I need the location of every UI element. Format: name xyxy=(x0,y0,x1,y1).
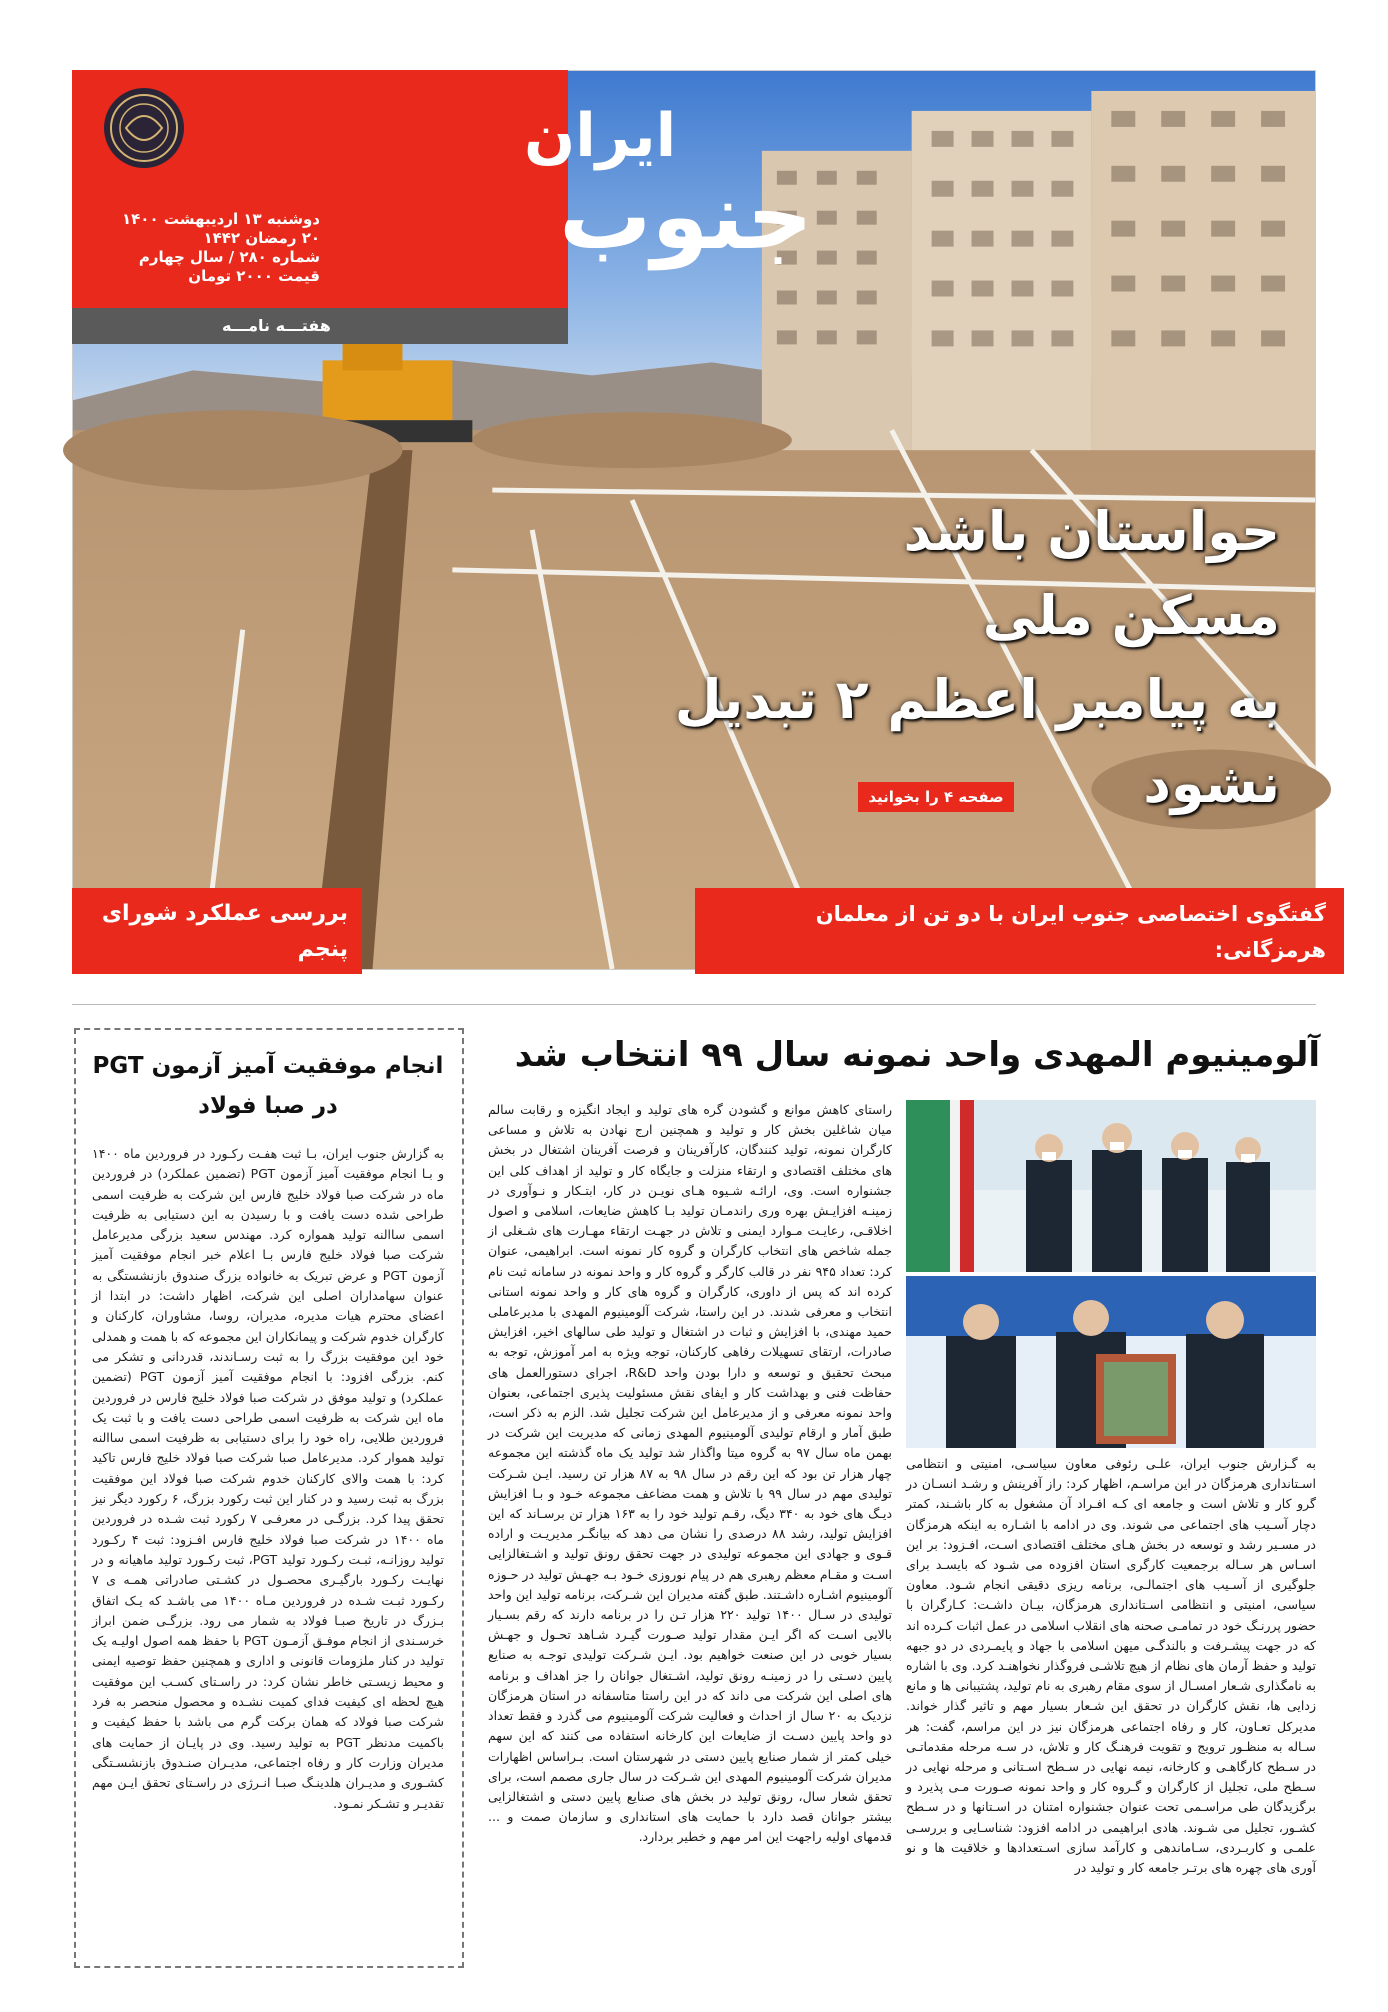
weekly-label: هفتـــه نامـــه xyxy=(222,316,331,335)
read-page-badge[interactable]: صفحه ۴ را بخوانید xyxy=(858,782,1014,812)
year-slogan-seal xyxy=(102,86,186,170)
council-review-teaser[interactable] xyxy=(72,888,362,997)
headline-line-2: مسکن ملی xyxy=(982,584,1280,647)
article-right-column: به گـزارش جنوب ایران، علـی رئوفی معاون سیاسـی، امنیتی و انتظامی اسـتانداری هرمزگان در این مراسـم، اظهار کرد: راز آفرینش و رشـد انسـان در گرو کار و تلاش است و جامعه ای کـه افـراد آن مشغول به کار باشـند، کمتر دچار آسـیب های اجتماعی می شوند. وی در ادامه با اشـاره به اینکه هرمزگان در مسـیر رشد و توسعه در بخش هـای مختلف اقتصادی اسـت، افـزود: بر این اسـاس هر سـاله برجمعیت کارگری استان افزوده می شـود که بایسـد برای جلوگیری از آسـیب های اجتمالـی، برنامه ریزی دقیقی انجام شـود. معاون سیاسی، امنیتی و انتظامی اسـتانداری هرمزگان، بیـان داشـت: کـارگران با حضور پررنـگ خود در تمامـی صحنه های انقلاب اسلامی در عمل اثبات کـرده اند که در جهت پیشـرفت و بالندگـی میهن اسلامی با جهاد و پایمـردی در دو جبهه تولید و حفظ آرمان های نظام از هیچ تلاشـی فروگذار نخواهنـد کرد. وی با اشاره به نامگذاری شـعار امسـال از سوی مقام رهبری به نام تولید، پشتیبانی ها و مانع زدایی ها، نقش کارگران در تحقق این شـعار بسیار مهم و تاثیر گذار خواند. مدیرکل تعـاون، کار و رفاه اجتماعی هرمزگان نیز در این مراسم، گفت: هر سـاله به منظـور ترویج و تقویت فرهنـگ کار و تلاش، در سـه مرحله مقدماتـی در سـطح کارگاهـی و کارخانه، نیمه نهایی در سـطح اسـتانی و مرحله نهایی در سـطح ملی، تجلیل از کارگران و گـروه کار و واحد نمونه صـورت مـی پذیرد و برگزیدگان طی مراسـمی تحت عنوان جشنواره امتنان در اسـتانها و در سـطح کشـور، تجلیل می شـوند. هادی ابراهیمی در ادامه افزود: شناسـایی و بررسـی علمـی و کاربـردی، سـاماندهی و کارآمد سازی اسـتعدادها و خلاقیت ها و نو آوری های چهره های برتـر جامعه کار و تولید در xyxy=(906,1456,1316,1876)
newspaper-logo xyxy=(354,78,813,298)
hero-headline[interactable] xyxy=(560,490,1280,826)
ceremony-photos xyxy=(906,1100,1316,1448)
pgt-article-title[interactable] xyxy=(92,1046,444,1126)
pgt-title-line-2: در صبا فولاد xyxy=(198,1093,338,1119)
issue-info xyxy=(80,210,320,286)
pgt-title-line-1: انجام موفقیت آمیز آزمون PGT xyxy=(92,1053,444,1079)
logo-word-jonoub: جنوب xyxy=(559,163,813,270)
ceremony-photo-top xyxy=(906,1100,1316,1272)
main-article-title[interactable]: آلومینیوم المهدی واحد نمونه سال ۹۹ انتخاب شد xyxy=(514,1035,1320,1075)
weekly-strip xyxy=(72,308,568,344)
teachers-teaser-line-1: گفتگوی اختصاصی جنوب ایران با دو تن از معلمان هرمزگانی: xyxy=(815,902,1326,962)
ceremony-photo-bottom xyxy=(906,1276,1316,1448)
teachers-interview-teaser[interactable] xyxy=(695,888,1344,997)
article-middle-column: راستای کاهش موانع و گشودن گره های تولید و ایجاد انگیزه و رقابت سالم میان شاغلین بخش کار و تولید و همچنین ارج نهادن به تلاش و مساعی کارگران نمونه، تولید کنندگان، کارآفرینان و فرصت آفرینان اشتغال در بخش های مختلف اقتصادی و ارتقاء منزلت و جایگاه کار و تولید از اهداف کلی این جشنواره است. وی، ارائـه شـیوه هـای نویـن در کار، ابتـکار و نـوآوری در زمینـه افزایـش بهره وری راندمـان تولید بـا کاهش ضایعات، اسلامی و اصول اخلاقـی، رعایـت مـوارد ایمنی و تلاش در جهـت ارتقاء مهـارت های شـغلی از جمله شاخص های انتخاب کارگران و گروه کار نمونه است. ابراهیمی، عنوان کرد: تعداد ۹۴۵ نفر در قالب کارگر و گروه کار و واحد نمونه در سامانه ثبت نام کرده اند که پس از داوری، کارگران و گروه های کار و واحد نمونه استانی انتخاب و معرفی شدند. در این راستا، شرکت آلومینیوم المهدی با مدیرعاملی حمید مهندی، با افزایش و ثبات در اشتغال و تولید طی سالهای اخیر، افزایش صادرات، ارتقای تسهیلات رفاهی کارکنان، توجه ویژه به امر آموزش، توجه به مبحث تحقیق و توسعه و دارا بودن واحد R&D، اجرای دستورالعمل های حفاظت فنی و بهداشت کار و ایفای نقش مسئولیت پذیری اجتماعی، بعنوان واحد نمونه معرفی و از مدیرعامل این شرکت تجلیل شد. الزم به ذکر است، طبق آمار و ارقام تولیدی آلومینیوم المهدی زمانی که مدیریت این شرکت در بهمن ماه سال ۹۷ به گروه میتا واگذار شد تولید یک ماه گذشته این مجموعه چهار هزار تن بود که این رقم در سال ۹۸ به ۸۷ هزار تن رسید. ایـن شـرکت تولیدی مهم در سال ۹۹ با تلاش و همت مضاعف مجموعه خـود و بـا افزایش دیـگ های خود به ۳۴۰ دیگ، رقـم تولید خود را به ۱۶۳ هزار تن برسـاند که این افزایش تولید، رشد ۸۸ درصدی را نشان می دهد که بیانگـر مدیریـت و اراده قـوی و جهادی این مجموعه تولیدی در جهت تحقق رونق تولید و اشـتغالزایی اسـت و مقـام معظم رهبری هم در پیام نوروزی خـود بـه جهـش تولید در حـوزه آلومینیوم اشـاره داشـتند. طبق گفته مدیران این شـرکت، برنامه تولید این واحد تولیدی در سـال ۱۴۰۰ تولید ۲۲۰ هزار تـن را در برنامه دارند که رقم بسـیار بالایی اسـت که اگر ایـن مقدار تولید صـورت گیـرد شـاهد تحـول و جهـش بسیار خوبی در این صنعت خواهیم بود. ایـن شـرکت تولیدی توجـه به صنایع پایین دسـتی را در زمینـه رونق تولید، اشـتغال جوانان را جز اهداف و برنامه های اصلی این شرکت می داند که در این راستا متاسفانه در استان هرمزگان نزدیک به ۲۰ سال از احداث و فعالیت شرکت آلومینیوم می گذرد و فقط تعداد دو واحد پایین دسـت از ضایعات این کارخانه استفاده می کنند که این سهم خیلی کمتر از شمار صنایع پایین دستی در شهرستان است. بـراساس اظهارات مدیران شرکت آلومینیوم المهدی این شـرکت در سال جاری مصمم است، برای تحقق شعار سال، رونق تولید در بخش های صنایع پایین دستی و اشتغالزایی بیشتر جوانان قصد دارد با حمایت های استانداری و سازمان صمت و ... قدمهای اولیه راجهت این امر مهم و خطیر بردارد. xyxy=(488,1102,893,1845)
council-teaser-line-1: بررسی عملکرد شورای پنجم xyxy=(101,901,348,962)
issue-number: شماره ۲۸۰ / سال چهارم xyxy=(138,248,320,266)
headline-line-1: حواستان باشد xyxy=(903,500,1280,563)
section-divider xyxy=(72,1004,1316,1005)
teachers-teaser-line-2: معلمان سعی کنند همیشه خود را بروزرسانی کنند/۴ xyxy=(823,973,1326,997)
council-teaser-line-2: به قلم: سیروان کوهی/۲ xyxy=(108,973,348,997)
masthead xyxy=(72,70,813,308)
headline-line-3: به پیامبر اعظم ۲ تبدیل نشود xyxy=(674,668,1280,815)
date-hijri: ۲۰ رمضان ۱۴۴۲ xyxy=(203,229,320,247)
price: قیمت ۲۰۰۰ تومان xyxy=(188,267,320,285)
logo-word-iran: ایران xyxy=(524,101,677,171)
pgt-article-body: به گزارش جنوب ایران، بـا ثبت هفـت رکـورد در فروردین ماه ۱۴۰۰ و بـا انجام موفقیت آمیز آزمون PGT (تضمین عملکرد) در فروردین ماه در شرکت صبا فولاد خلیج فارس این شرکت به ظرفیت اسمی طراحی شده دست یافت و با رسیدن به این دستیابی به ظرفیت اسمی ساالنه تولید همواره کرد. مهندس سعید بزرگی مدیرعامل شرکت صبا فولاد خلیج فارس بـا اعلام خبر انجام موفقیت آمیز آزمون PGT و عرض تبریک به خانواده بزرگ صندوق بازنشستگی به عنوان سهامداران اصلی این شرکت، اظهار داشت: در ابتدا از اعضای محترم هیات مدیره، مدیران، روسا، مشاوران، کارکنان و کارگران خدوم شرکت و پیمانکاران این مجموعه که با همت و همدلی خود این موفقیت بزرگ را به ثبت رسـاندند، قدردانی و تشکر می کنم. بزرگی افزود: با انجام موفقیت آمیز آزمون PGT (تضمین عملکرد) و تولید موفق در شرکت صبا فولاد خلیج فارس در فروردین ماه این شرکت به ظرفیت اسمی طراحی دست یافت و با ثبت یک فروردین طلایی، راه خود را برای دستیابی به ظرفیت اسمی ساالنه تولید هموار کرد. مدیرعامل صبا شرکت صبا فولاد خلیج فارس تاکید کرد: با همت والای کارکنان خدوم شرکت صبا فولاد این موفقیت بزرگ به ثبت رسید و در کنار این ثبت رکورد بزرگ، ۶ رکورد دیگر نیز تحقق پیدا کرد. بزرگـی در معرفـی ۷ رکورد ثبت شـده در فروردین ماه ۱۴۰۰ در شرکت صبا فولاد خلیج فارس افـزود: ثبت ۴ رکـورد تولید روزانـه، ثبـت رکـورد تولید PGT، ثبت رکـورد تولید ماهیانه و در نهایـت رکـورد بارگیـری محصـول در کشـتی صادراتی همـه ی ۷ رکـورد ثبـت شـده در فروردین مـاه ۱۴۰۰ می باشـد که یـک اتفاق بـزرگ در تاریخ صبـا فولاد به شمار می رود. بزرگـی ضمن ابراز خرسـندی از انجام موفـق آزمـون PGT با حفظ همه اصول اولیـه یک تولید در کنار ملزومات قانونی و اداری و همچنین حفظ توصیه ایمنی و محیط زیسـتی خاطر نشان کرد: در راسـتای کسـب این موفقیت هیچ لحظه ای کیفیت فدای کمیت نشـده و محصول منحصر به فرد شرکت صبا فولاد که همان برکت گرم می باشد با حفظ کیفیت و باکمیت مدنظر PGT به تولید رسید. وی در پایـان از حمایت های مدیران وزارت کار و رفاه اجتماعی، مدیـران صنـدوق بازنشسـتگی کشـوری و مدیـران هلدینـگ صبـا انـرژی در راسـتای تحقق ایـن مهم تقدیـر و تشـکر نمـود. xyxy=(92,1146,445,1811)
pgt-article-box xyxy=(74,1028,464,1968)
date-shamsi: دوشنبه ۱۳ اردیبهشت ۱۴۰۰ xyxy=(121,210,320,228)
